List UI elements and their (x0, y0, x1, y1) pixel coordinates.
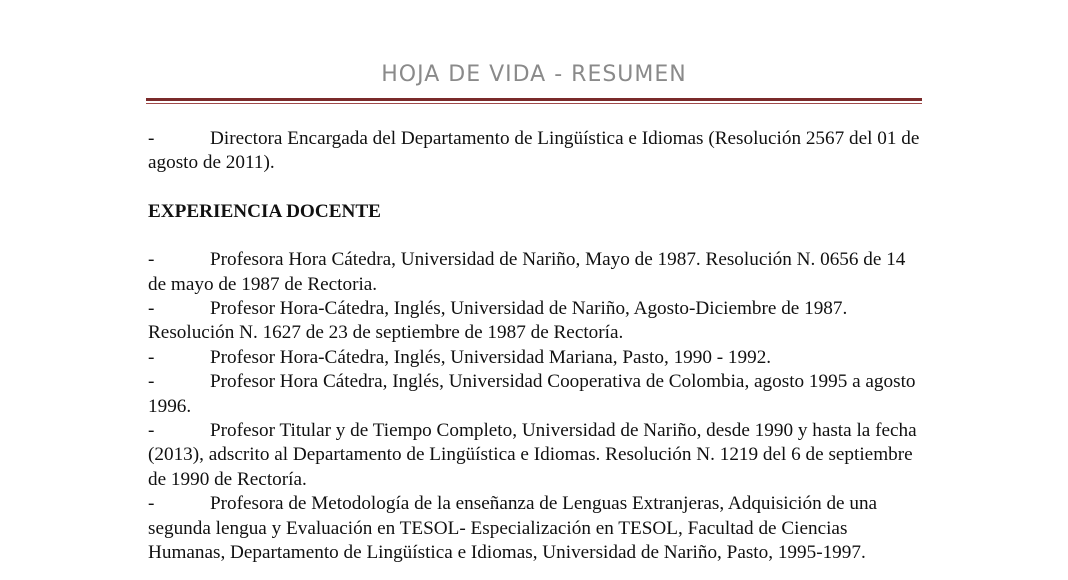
list-bullet: - (148, 298, 155, 320)
section-heading-experiencia-docente: EXPERIENCIA DOCENTE (148, 200, 381, 222)
list-item (148, 346, 920, 370)
list-item (148, 370, 920, 419)
list-bullet: - (148, 420, 155, 442)
page-header-title: HOJA DE VIDA - RESUMEN (381, 62, 687, 87)
list-bullet: - (148, 128, 155, 149)
list-item-text: Profesor Titular y de Tiempo Completo, Universidad de Nariño, desde 1990 y hasta la fecha (2013), adscrito al Departamento de Lingüística e Idiomas. Resolución N. 1219 del 6 de septiembre de 1990 de Rectoría. (148, 420, 917, 490)
list-bullet: - (148, 346, 155, 368)
list-item-text: Directora Encargada del Departamento de Lingüística e Idiomas (Resolución 2567 del 01 de agosto de 2011). (148, 128, 920, 174)
list-item-text: Profesor Hora-Cátedra, Inglés, Universidad Mariana, Pasto, 1990 - 1992. (210, 346, 772, 368)
list-item (148, 248, 920, 297)
list-item-text: Profesor Hora-Cátedra, Inglés, Universidad de Nariño, Agosto-Diciembre de 1987. Resolución N. 1627 de 23 de septiembre de 1987 de Rectoría. (148, 298, 848, 344)
section-gap (148, 224, 920, 248)
list-item (148, 419, 920, 492)
list-item-text: Profesor Hora Cátedra, Inglés, Universidad Cooperativa de Colombia, agosto 1995 a agosto 1996. (148, 371, 916, 417)
list-bullet: - (148, 249, 155, 271)
list-item (148, 492, 920, 565)
list-item (148, 127, 920, 176)
list-item-text: Profesora Hora Cátedra, Universidad de Nariño, Mayo de 1987. Resolución N. 0656 de 14 de mayo de 1987 de Rectoria. (148, 249, 906, 295)
list-bullet: - (148, 371, 155, 393)
list-item-text: Profesora de Metodología de la enseñanza de Lenguas Extranjeras, Adquisición de una segunda lengua y Evaluación en TESOL- Especialización en TESOL, Facultad de Ciencias Humanas, Departamento de Lingüística e Idiomas, Universidad de Nariño, Pasto, 1995-1997. (148, 493, 878, 564)
header-rule-thick (146, 98, 922, 101)
list-item (148, 297, 920, 346)
header-rule-thin (146, 103, 922, 104)
document-body (148, 127, 920, 566)
list-bullet: - (148, 493, 155, 515)
